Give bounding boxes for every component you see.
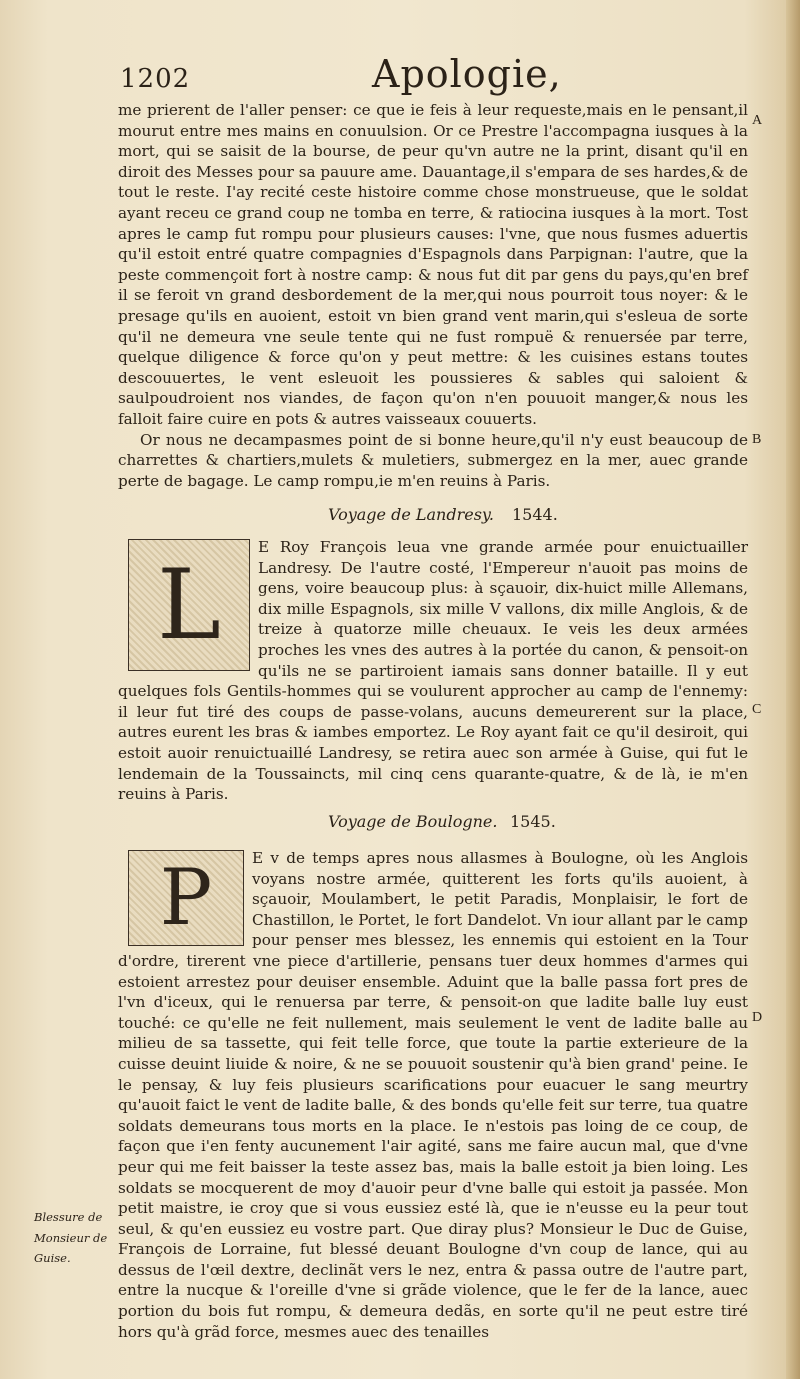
margin-sidenote <box>34 1207 116 1269</box>
initial-letter: P <box>159 853 213 943</box>
decorated-initial-l <box>128 539 250 671</box>
page-header <box>0 50 800 100</box>
initial-letter: L <box>157 549 221 661</box>
paragraph-boulogne: E v de temps apres nous allasmes à Boulogne, où les Anglois voyans nostre armée, quitterent les forts qu'ils auoient, à sçauoir, Moulambert, le petit Paradis, Monplaisir, le fort de Chastillon, le Portet, le fort Dandelot. Vn iour allant par le camp pour penser mes blessez, les ennemis qui estoient en la Tour d'ordre, tirerent vne piece d'artillerie, pensans tuer deux hommes d'armes qui estoient arrestez pour deuiser ensemble. Aduint que la balle passa fort pres de l'vn d'iceux, qui le renuersa par terre, & pensoit-on que ladite balle luy eust touché: ce qu'elle ne feit nullement, mais seulement le vent de ladite balle au milieu de sa tassette, qui feit telle force, que toute la partie exterieure de la cuisse deuint liuide & noire, & ne se pouuoit soustenir qu'à bien grand' peine. Ie le pensay, & luy feis plusieurs scarifications pour euacuer le sang meurtry qu'auoit faict le vent de ladite balle, & des bonds qu'elle feit sur terre, tua quatre soldats demeurans tous morts en la place. Ie n'estois pas loing de ce coup, de façon que i'en fenty aucunement l'air agité, sans me faire aucun mal, que d'vne peur qui me feit baisser la teste assez bas, mais la balle estoit ja bien loing. Les soldats se mocquerent de moy d'auoir peur d'vne balle qui estoit ja passée. Mon petit maistre, ie croy que si vous eussiez esté là, que ie n'eusse eu la peur tout seul, & qu'en eussiez eu vostre part. Que diray plus? Monsieur le Duc de Guise, François de Lorraine, fut blessé deuant Boulogne d'vn coup de lance, qui au dessus de l'œil dextre, declinãt vers le nez, entra & passa outre de l'autre part, entre la nucque & l'oreille d'vne si grãde violence, que le fer de la lance, auec portion du bois fut rompu, & demeura dedãs, en sorte qu'il ne peut estre tiré hors qu'à grãd force, mesmes auec des tenailles <box>118 849 748 1341</box>
sidenote-line: Blessure de <box>34 1210 103 1224</box>
running-title: Apologie, <box>372 52 562 96</box>
page-number: 1202 <box>120 64 191 94</box>
margin-letter-a: A <box>752 113 763 128</box>
margin-letter-b: B <box>752 432 762 447</box>
margin-letter-c: C <box>752 702 762 717</box>
section-year-landresy: 1544. <box>512 505 558 524</box>
sidenote-line: Monsieur de <box>34 1230 108 1245</box>
section-title-landresy: Voyage de Landresy. <box>328 505 494 524</box>
text-block-landresy <box>118 537 748 805</box>
paragraph-1: me prierent de l'aller penser: ce que ie feis à leur requeste,mais en le pensant,il mourut entre mes mains en conuulsion. Or ce Prestre l'accompagna iusques à la mort, qui se saisit de la bourse, de peur qu'vn autre ne la print, disant qu'il en diroit des Messes pour sa pauure ame. Dauantage,il s'empara de ses hardes,& de tout le reste. I'ay recité ceste histoire comme chose monstrueuse, que le soldat ayant receu ce grand coup ne tomba en terre, & ratiocina iusques à la mort. Tost apres le camp fut rompu pour plusieurs causes: l'vne, que nous fusmes aduertis qu'il estoit entré quatre compagnies d'Espagnols dans Parpignan: l'autre, que la peste commençoit fort à nostre camp: & nous fut dit par gens du pays,qu'en bref il se feroit vn grand desbordement de la mer,qui nous pourroit tous noyer: & le presage qu'ils en auoient, estoit vn bien grand vent marin,qui s'esleua de sorte qu'il ne demeura vne seule tente qui ne fust rompuë & renuersée par terre, quelque diligence & force qu'on y peut mettre: & les cuisines estans toutes descouuertes, le vent esleuoit les poussieres & sables qui saloient & saulpoudroient nos viandes, de façon qu'on n'en pouuoit manger,& nous les falloit faire cuire en pots & autres vaisseaux couuerts. <box>118 101 748 428</box>
sidenote-line: Guise. <box>34 1251 71 1266</box>
paragraph-landresy: E Roy François leua vne grande armée pour enuictuailler Landresy. De l'autre costé, l'Empereur n'auoit pas moins de gens, voire beaucoup plus: à sçauoir, dix-huict mille Allemans, dix mille Espagnols, six mille V vallons, dix mille Anglois, & de treize à quatorze mille cheuaux. Ie veis les deux armées proches les vnes des autres à la portée du canon, & pensoit-on qu'ils ne se partiroient iamais sans donner bataille. Il y eut quelques fols Gentils-hommes qui se voulurent approcher au camp de l'ennemy: il leur fut tiré des coups de passe-volans, aucuns demeurerent sur la place, autres eurent les bras & iambes emportez. Le Roy ayant fait ce qu'il desiroit, qui estoit auoir renuictuaillé Landresy, se retira auec son armée à Guise, qui fut le lendemain de la Toussaincts, mil cinq cens quarante-quatre, & de là, ie m'en reuins à Paris. <box>118 538 748 804</box>
margin-letter-d: D <box>752 1010 763 1025</box>
page-gutter <box>786 0 800 1379</box>
text-block-opening <box>118 100 748 491</box>
text-block-boulogne <box>118 848 748 1342</box>
section-year-boulogne: 1545. <box>510 812 556 831</box>
paragraph-2: Or nous ne decampasmes point de si bonne heure,qu'il n'y eust beaucoup de charrettes & chartiers,mulets & muletiers, submergez en la mer, auec grande perte de bagage. Le camp rompu,ie m'en reuins à Paris. <box>118 430 748 490</box>
decorated-initial-p <box>128 850 244 946</box>
section-title-boulogne: Voyage de Boulogne. <box>328 812 498 831</box>
